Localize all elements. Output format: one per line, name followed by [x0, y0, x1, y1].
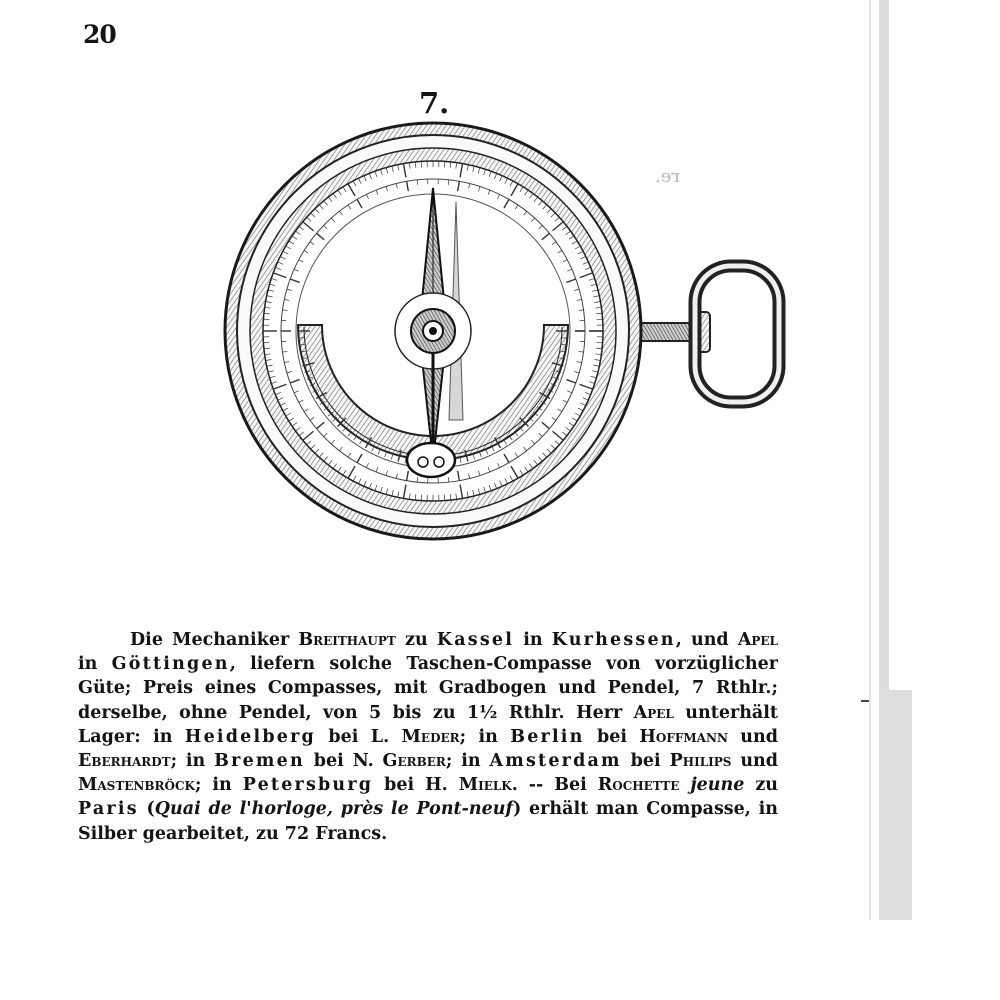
text-segment: bei: [316, 726, 371, 747]
text-segment: bei: [304, 751, 353, 772]
text-segment: und: [727, 726, 778, 747]
city-name: Berlin: [510, 726, 585, 747]
text-segment: bei: [621, 751, 670, 772]
address-italic: Quai de l'horloge, près le Pont-neuf: [154, 799, 514, 820]
dealer-name: Rochette: [597, 775, 680, 796]
text-segment: . -- Bei: [511, 775, 598, 796]
compass-illustration: [220, 120, 790, 560]
bleed-through-text: re.: [655, 166, 680, 187]
scrollbar-track[interactable]: [879, 0, 889, 690]
text-segment: ; in: [445, 751, 490, 772]
hanging-ring: [638, 266, 779, 402]
scrollbar-thumb[interactable]: [879, 690, 912, 920]
text-segment: zu: [744, 775, 778, 796]
text-segment: in: [514, 630, 552, 650]
text-segment: , und: [675, 630, 738, 650]
city-name: Bremen: [214, 751, 305, 772]
text-segment: , liefern solche Taschen-Compasse von vorzüglicher Güte; Preis eines Compasses, mit Gradbogen und Pendel, 7 Rthlr.; derselbe, ohne Pendel, von 5 bis zu 1½ Rthlr. Herr: [78, 654, 779, 723]
italic-term: jeune: [679, 775, 745, 796]
text-segment: in: [78, 654, 112, 675]
text-segment: ; in: [194, 775, 243, 796]
text-segment: Die Mechaniker: [130, 630, 299, 650]
city-name: Heidelberg: [184, 726, 316, 747]
dealer-name: Eberhardt: [78, 751, 171, 772]
page-number: 20: [83, 20, 116, 49]
figure-number: 7.: [419, 86, 450, 120]
maker-name: Apel: [633, 702, 674, 723]
city-name: Amsterdam: [489, 751, 622, 772]
dealer-name: Mastenbröck: [78, 775, 195, 796]
dealer-name: Hoffmann: [639, 726, 728, 747]
text-segment: ; in: [459, 726, 511, 747]
description-paragraph: [78, 628, 778, 846]
text-segment: bei: [373, 775, 426, 796]
dealer-name: N. Gerber: [352, 751, 446, 772]
city-name: Kassel: [436, 630, 515, 650]
page-edge-mark: [861, 700, 869, 702]
page-gutter-line: [869, 0, 871, 920]
text-segment: ; in: [170, 751, 215, 772]
text-segment: (: [138, 799, 155, 820]
city-name: Petersburg: [242, 775, 374, 796]
city-name: Paris: [78, 799, 139, 820]
dealer-name: Philips: [669, 751, 732, 772]
text-segment: unterhält Lager: in: [78, 702, 778, 747]
text-segment: bei: [584, 726, 640, 747]
dealer-name: L. Meder: [370, 726, 460, 747]
text-segment: und: [731, 751, 779, 772]
region-name: Kurhessen: [551, 630, 676, 650]
maker-name: Breithaupt: [298, 630, 396, 650]
text-segment: zu: [395, 630, 437, 650]
maker-name: Apel: [737, 630, 778, 650]
text-segment: ) erhält man Compasse, in Silber gearbeitet, zu 72 Francs.: [78, 799, 779, 844]
dealer-name: H. Mielk: [425, 775, 512, 796]
city-name: Göttingen: [111, 654, 230, 675]
